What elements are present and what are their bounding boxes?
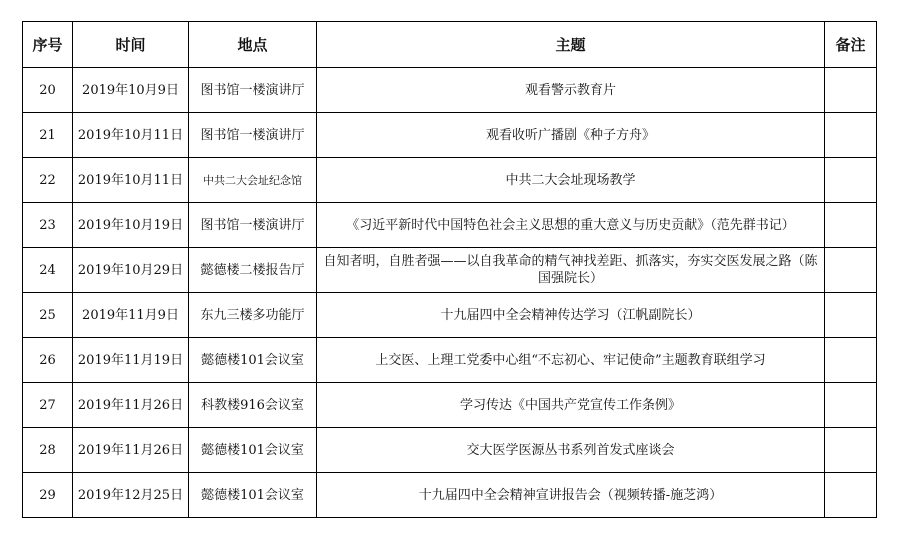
table-row [23, 428, 877, 473]
cell-place: 懿德楼101会议室 [189, 428, 317, 473]
cell-time: 2019年10月9日 [73, 68, 189, 113]
cell-note [825, 248, 877, 293]
cell-place: 懿德楼二楼报告厅 [189, 248, 317, 293]
cell-note [825, 293, 877, 338]
cell-no: 25 [23, 293, 73, 338]
cell-topic: 中共二大会址现场教学 [317, 158, 825, 203]
header-note: 备注 [825, 22, 877, 68]
cell-note [825, 203, 877, 248]
header-no: 序号 [23, 22, 73, 68]
header-topic: 主题 [317, 22, 825, 68]
cell-topic: 观看收听广播剧《种子方舟》 [317, 113, 825, 158]
cell-time: 2019年11月19日 [73, 338, 189, 383]
table-row [23, 158, 877, 203]
table-row [23, 203, 877, 248]
cell-place: 懿德楼101会议室 [189, 473, 317, 518]
cell-note [825, 338, 877, 383]
cell-topic: 《习近平新时代中国特色社会主义思想的重大意义与历史贡献》（范先群书记） [317, 203, 825, 248]
cell-place: 图书馆一楼演讲厅 [189, 203, 317, 248]
cell-no: 26 [23, 338, 73, 383]
cell-place: 图书馆一楼演讲厅 [189, 113, 317, 158]
table-row [23, 293, 877, 338]
cell-no: 22 [23, 158, 73, 203]
cell-time: 2019年11月9日 [73, 293, 189, 338]
cell-no: 27 [23, 383, 73, 428]
cell-no: 29 [23, 473, 73, 518]
cell-no: 24 [23, 248, 73, 293]
header-row [23, 22, 877, 68]
cell-topic: 自知者明，自胜者强——以自我革命的精气神找差距、抓落实，夯实交医发展之路（陈国强院长） [317, 248, 825, 293]
table-row [23, 473, 877, 518]
cell-topic: 学习传达《中国共产党宣传工作条例》 [317, 383, 825, 428]
cell-time: 2019年11月26日 [73, 383, 189, 428]
cell-topic: 十九届四中全会精神传达学习（江帆副院长） [317, 293, 825, 338]
header-time: 时间 [73, 22, 189, 68]
cell-topic: 十九届四中全会精神宣讲报告会（视频转播-施芝鸿） [317, 473, 825, 518]
cell-no: 23 [23, 203, 73, 248]
cell-note [825, 113, 877, 158]
cell-topic: 观看警示教育片 [317, 68, 825, 113]
cell-note [825, 383, 877, 428]
cell-note [825, 158, 877, 203]
cell-no: 21 [23, 113, 73, 158]
cell-place: 图书馆一楼演讲厅 [189, 68, 317, 113]
cell-time: 2019年10月11日 [73, 113, 189, 158]
cell-time: 2019年12月25日 [73, 473, 189, 518]
cell-no: 28 [23, 428, 73, 473]
cell-time: 2019年10月29日 [73, 248, 189, 293]
cell-topic: 交大医学医源丛书系列首发式座谈会 [317, 428, 825, 473]
cell-place: 东九三楼多功能厅 [189, 293, 317, 338]
table-row [23, 383, 877, 428]
cell-note [825, 473, 877, 518]
cell-time: 2019年10月19日 [73, 203, 189, 248]
cell-time: 2019年10月11日 [73, 158, 189, 203]
cell-note [825, 68, 877, 113]
schedule-table [22, 21, 877, 518]
cell-no: 20 [23, 68, 73, 113]
cell-topic: 上交医、上理工党委中心组“不忘初心、牢记使命”主题教育联组学习 [317, 338, 825, 383]
table-row [23, 338, 877, 383]
cell-note [825, 428, 877, 473]
cell-time: 2019年11月26日 [73, 428, 189, 473]
cell-place: 科教楼916会议室 [189, 383, 317, 428]
table-row [23, 68, 877, 113]
cell-place: 中共二大会址纪念馆 [189, 158, 317, 203]
table-row [23, 248, 877, 293]
cell-place: 懿德楼101会议室 [189, 338, 317, 383]
table-row [23, 113, 877, 158]
header-place: 地点 [189, 22, 317, 68]
